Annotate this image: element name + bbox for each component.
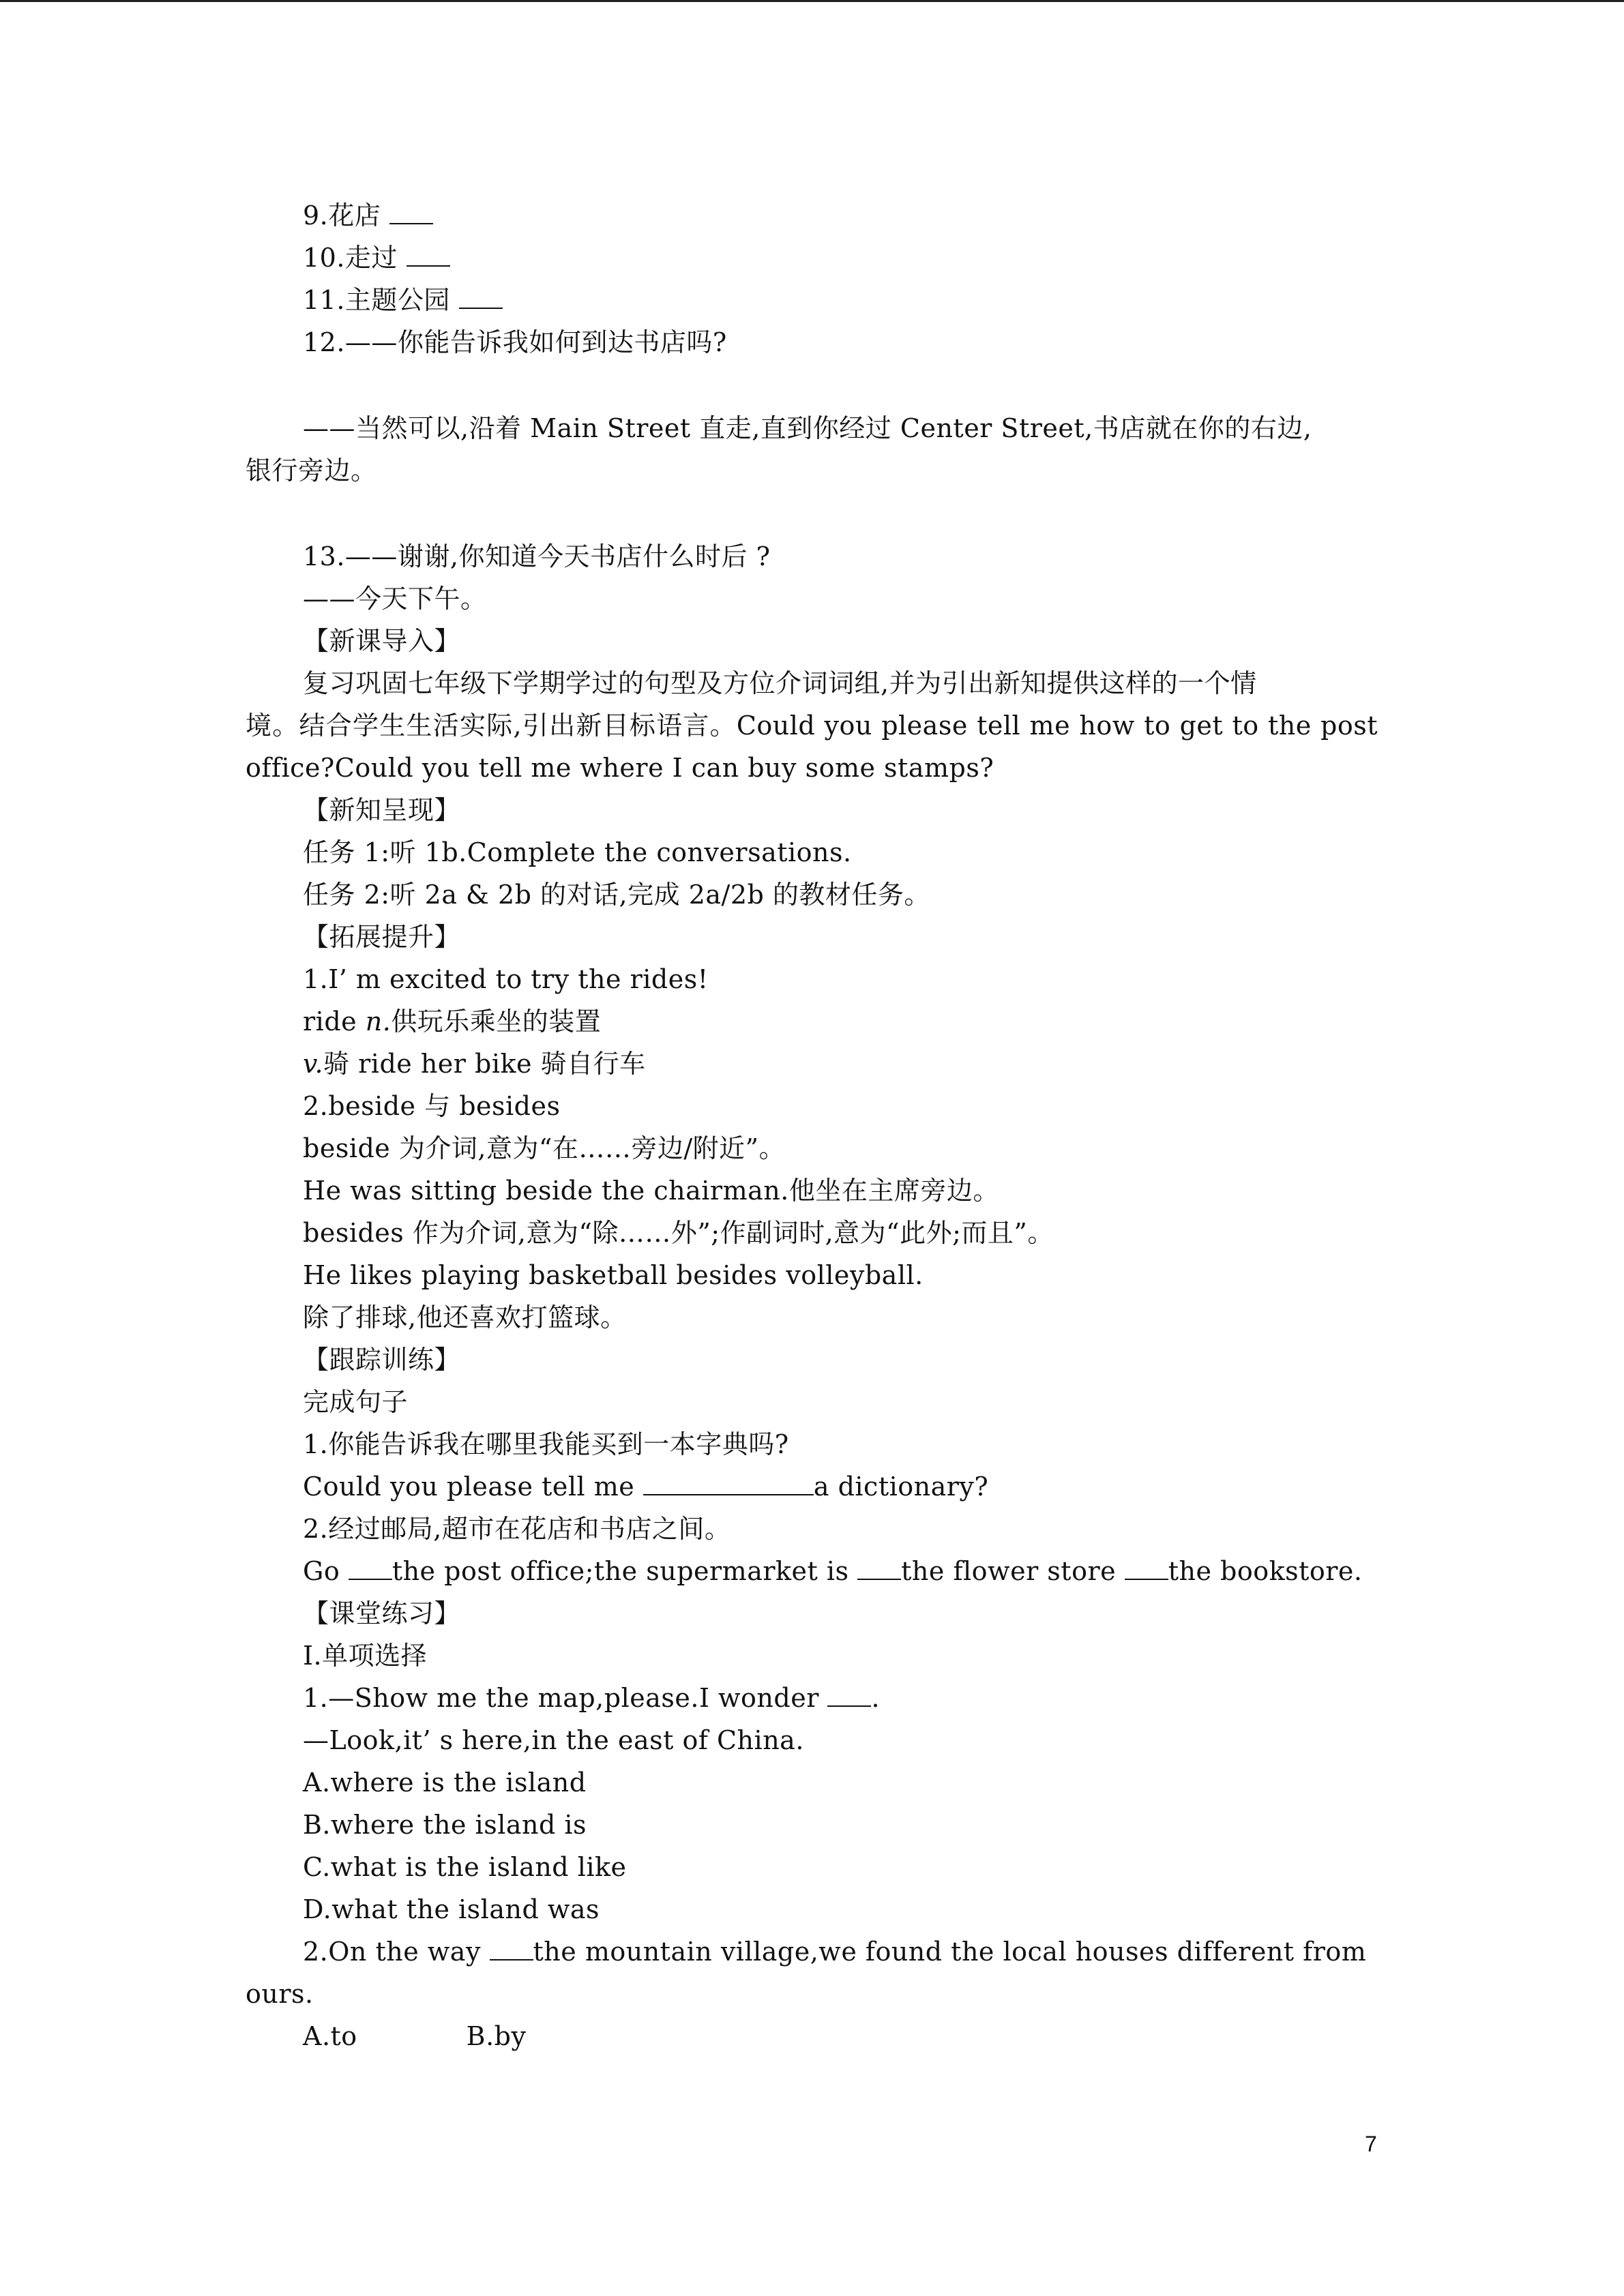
extension-1: 1.I’ m excited to try the rides!: [303, 964, 709, 994]
question-1-option-a: A.where is the island: [303, 1768, 587, 1798]
pos-noun: n.: [365, 1007, 392, 1037]
sentence-end: a dictionary?: [813, 1472, 989, 1502]
word-ride: ride: [303, 1007, 366, 1037]
item-10-text: 10.走过: [303, 243, 407, 273]
question-1-option-b: B.where the island is: [303, 1810, 587, 1840]
question-1-text: 1.—Show me the map,please.I wonder: [303, 1683, 828, 1713]
answer-blank: [459, 286, 503, 309]
follow-up-1: 1.你能告诉我在哪里我能买到一本字典吗?: [303, 1429, 789, 1459]
heading-new-lesson: 【新课导入】: [303, 626, 461, 656]
answer-blank: [643, 1472, 814, 1495]
extension-2-beside: beside 为介词,意为“在……旁边/附近”。: [303, 1133, 786, 1163]
answer-blank: [857, 1557, 901, 1580]
answer-blank: [407, 243, 450, 267]
question-2-start: 2.On the way: [303, 1937, 490, 1967]
item-11: [303, 282, 503, 318]
follow-up-2: 2.经过邮局,超市在花店和书店之间。: [303, 1514, 731, 1544]
question-2-cont: ours.: [246, 1979, 314, 2009]
item-12: 12.——你能告诉我如何到达书店吗?: [303, 327, 727, 357]
item-12-answer-cont: 银行旁边。: [246, 456, 377, 486]
item-13-answer: ——今天下午。: [303, 584, 487, 614]
section-single-choice: Ⅰ.单项选择: [303, 1641, 428, 1671]
extension-1-verb: [303, 1046, 646, 1082]
question-1-option-c: C.what is the island like: [303, 1852, 627, 1882]
extension-2-example-1: He was sitting beside the chairman.他坐在主席旁边。: [303, 1176, 999, 1206]
question-2-option-a: A.to: [303, 2021, 357, 2051]
answer-blank: [389, 201, 433, 224]
intro-para-line-1: 复习巩固七年级下学期学过的句型及方位介词词组,并为引出新知提供这样的一个情: [303, 668, 1257, 698]
task-2: 任务 2:听 2a & 2b 的对话,完成 2a/2b 的教材任务。: [303, 880, 930, 910]
page-number: 7: [1365, 2132, 1377, 2156]
extension-2-translation: 除了排球,他还喜欢打篮球。: [303, 1302, 627, 1332]
item-12-answer: ——当然可以,沿着 Main Street 直走,直到你经过 Center Street,书店就在你的右边,: [303, 413, 1312, 443]
sentence-start: Could you please tell me: [303, 1472, 643, 1502]
heading-follow-up: 【跟踪训练】: [303, 1345, 461, 1375]
heading-classroom-practice: 【课堂练习】: [303, 1598, 461, 1628]
answer-blank: [490, 1937, 533, 1960]
question-1-option-d: D.what the island was: [303, 1894, 600, 1924]
extension-2: 2.beside 与 besides: [303, 1091, 561, 1121]
question-1-end: .: [871, 1683, 881, 1713]
item-10: [303, 240, 450, 275]
extension-2-example-2: He likes playing basketball besides volleyball.: [303, 1260, 924, 1290]
top-border: [0, 0, 1624, 2]
extension-2-besides: besides 作为介词,意为“除……外”;作副词时,意为“此外;而且”。: [303, 1218, 1054, 1248]
heading-new-knowledge: 【新知呈现】: [303, 795, 461, 825]
question-2-options: [303, 2018, 526, 2054]
item-9: [303, 198, 433, 233]
meaning-noun: 供玩乐乘坐的装置: [391, 1007, 602, 1037]
extension-1-noun: [303, 1004, 601, 1039]
heading-extension: 【拓展提升】: [303, 922, 461, 952]
intro-para-line-2: 境。结合学生生活实际,引出新目标语言。Could you please tell me how to get to the post: [246, 711, 1378, 741]
question-2: [303, 1934, 1366, 1969]
item-13: 13.——谢谢,你知道今天书店什么时后 ?: [303, 541, 771, 571]
pos-verb: v.: [303, 1049, 324, 1079]
question-2-end: the mountain village,we found the local houses different from: [533, 1937, 1367, 1967]
question-1: [303, 1680, 880, 1716]
answer-blank: [1125, 1557, 1168, 1580]
question-1-reply: —Look,it’ s here,in the east of China.: [303, 1725, 804, 1755]
sentence-part: the flower store: [901, 1556, 1125, 1586]
item-11-text: 11.主题公园: [303, 285, 459, 315]
follow-up-2-english: [303, 1553, 1363, 1589]
sentence-part: the post office;the supermarket is: [392, 1556, 858, 1586]
sentence-part: the bookstore.: [1168, 1556, 1363, 1586]
follow-up-1-english: [303, 1469, 988, 1504]
answer-blank: [827, 1684, 871, 1707]
meaning-verb: 骑 ride her bike 骑自行车: [323, 1049, 646, 1079]
intro-para-line-3: office?Could you tell me where I can buy some stamps?: [246, 753, 994, 783]
question-2-option-b: B.by: [466, 2021, 527, 2051]
task-1: 任务 1:听 1b.Complete the conversations.: [303, 837, 852, 867]
answer-blank: [349, 1557, 392, 1580]
follow-up-title: 完成句子: [303, 1387, 409, 1417]
sentence-part: Go: [303, 1556, 349, 1586]
item-9-text: 9.花店: [303, 200, 389, 230]
